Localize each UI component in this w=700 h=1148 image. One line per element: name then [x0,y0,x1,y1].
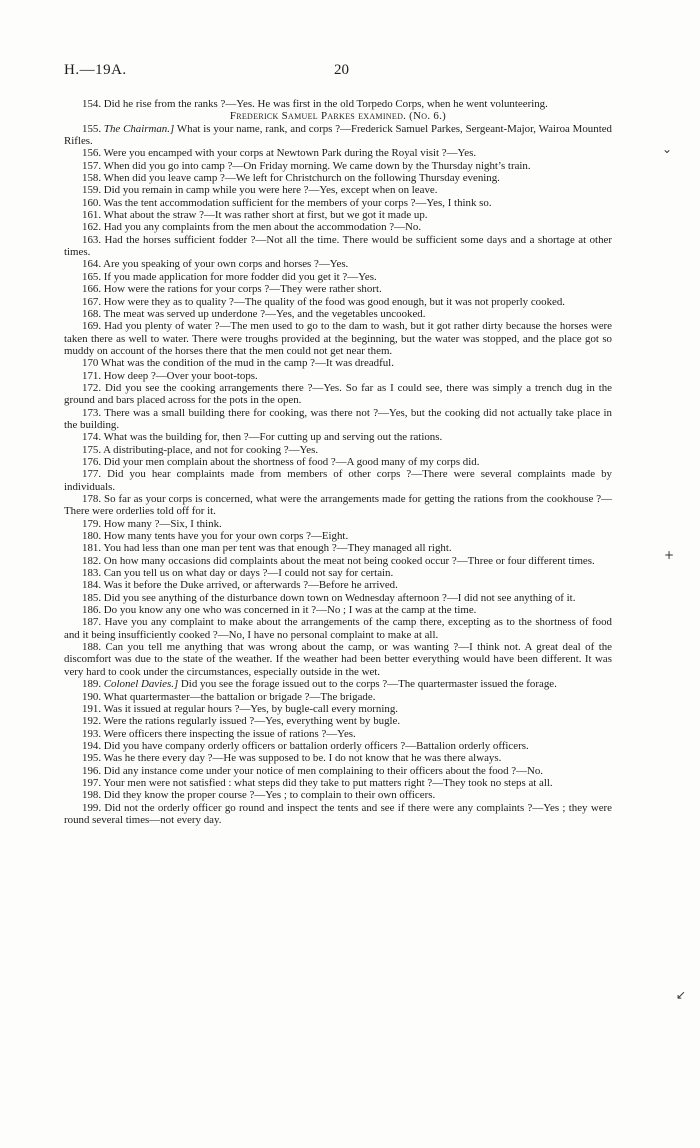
question-answer-paragraph: 185. Did you see anything of the disturbance down town on Wednesday afternoon ?—I did not see anything of it. [82,591,576,604]
question-answer-paragraph: 181. You had less than one man per tent was that enough ?—They managed all right. [82,542,452,555]
question-answer-paragraph: 168. The meat was served up underdone ?—Yes, and the vegetables uncooked. [82,307,426,320]
question-answer-paragraph: 180. How many tents have you for your own corps ?—Eight. [82,530,349,543]
question-answer-paragraph: 169. Had you plenty of water ?—The men used to go to the dam to wash, but it got rather dirty because the horses were taken there as well to water. There were troughs provided at the beginning, but the water was stopped, and the place got so muddy on account of the horses there that the men could not get near them. [64,320,612,357]
question-answer-paragraph: 159. Did you remain in camp while you were here ?—Yes, except when on leave. [82,184,438,197]
question-answer-paragraph: 192. Were the rations regularly issued ?—Yes, everything went by bugle. [82,715,401,728]
question-answer-paragraph: 154. Did he rise from the ranks ?—Yes. He was first in the old Torpedo Corps, when he went volunteering. [82,98,548,110]
question-answer-paragraph: 191. Was it issued at regular hours ?—Yes, by bugle-call every morning. [82,702,399,715]
question-answer-paragraph: 176. Did your men complain about the shortness of food ?—A good many of my corps did. [82,455,480,468]
question-answer-paragraph [64,123,612,148]
document-reference: H.—19A. [64,62,127,78]
margin-tick-mark: ⌄ [662,142,673,156]
question-answer-paragraph: 183. Can you tell us on what day or days ?—I could not say for certain. [82,567,394,580]
question-answer-paragraph: 188. Can you tell me anything that was wrong about the camp, or was wanting ?—I think not. A great deal of the discomfort was due to the state of the weather. If the weather had been better everything would have been different. It was very hard to cook under the circumstances, especially outside in the wet. [64,641,612,678]
question-answer-paragraph: 175. A distributing-place, and not for cooking ?—Yes. [82,443,319,456]
question-answer-paragraph: 199. Did not the orderly officer go round and inspect the tents and see if there were any complaints ?—Yes ; they were round several times—not every day. [64,801,612,826]
page-header [64,62,612,84]
question-answer-paragraph: 172. Did you see the cooking arrangements there ?—Yes. So far as I could see, there was simply a trench dug in the ground and bars placed across for the pots in the open. [64,381,612,407]
question-answer-paragraph: 196. Did any instance come under your notice of men complaining to their officers about the food ?—No. [82,764,544,777]
question-answer-paragraph: 167. How were they as to quality ?—The quality of the food was good enough, but it was not properly cooked. [82,295,566,308]
question-answer-paragraph: 190. What quartermaster—the battalion or brigade ?—The brigade. [82,690,376,703]
question-answer-paragraph: 166. How were the rations for your corps ?—They were rather short. [82,283,382,296]
question-answer-paragraph: 156. Were you encamped with your corps at Newtown Park during the Royal visit ?—Yes. [82,147,477,160]
question-answer-paragraph: 194. Did you have company orderly officers or battalion orderly officers ?—Battalion orderly officers. [82,739,529,752]
question-answer-paragraph: 184. Was it before the Duke arrived, or afterwards ?—Before he arrived. [82,579,398,592]
question-answer-paragraph: 160. Was the tent accommodation sufficient for the members of your corps ?—Yes, I think so. [82,196,492,209]
question-answer-paragraph: 161. What about the straw ?—It was rather short at first, but we got it made up. [82,209,428,222]
question-answer-paragraph: 174. What was the building for, then ?—For cutting up and serving out the rations. [82,431,443,444]
document-body [64,98,612,826]
question-answer-paragraph [64,678,612,690]
question-answer-paragraph: 187. Have you any complaint to make about the arrangements of the camp there, excepting as to the shortness of food and it being insufficiently cooked ?—No, I have no personal complaint to make at all. [64,616,612,641]
speaker-label: Colonel Davies.] [103,678,179,691]
question-answer-paragraph: 170 What was the condition of the mud in the camp ?—It was dreadful. [82,357,394,370]
question-answer-paragraph: 182. On how many occasions did complaints about the meat not being cooked occur ?—Three or four different times. [82,554,595,567]
question-answer-paragraph: 179. How many ?—Six, I think. [82,517,222,530]
question-answer-paragraph: 158. When did you leave camp ?—We left for Christchurch on the following Thursday evening. [82,172,500,185]
page-number: 20 [334,62,349,78]
speaker-label: The Chairman.] [103,122,175,135]
margin-tick-mark: ↙ [676,988,687,1002]
question-answer-paragraph: 163. Had the horses sufficient fodder ?—Not all the time. There would be sufficient some days and a shortage at other times. [64,233,612,259]
question-answer-paragraph: 193. Were officers there inspecting the issue of rations ?—Yes. [82,727,356,740]
question-number: 189. [82,678,104,691]
question-answer-paragraph: 197. Your men were not satisfied : what steps did they take to put matters right ?—They took no steps at all. [82,776,553,789]
question-answer-paragraph: 178. So far as your corps is concerned, what were the arrangements made for getting the rations from the cookhouse ?—There were orderlies told off for it. [64,493,612,518]
paragraph-text: What is your name, rank, and corps ?—Frederick Samuel Parkes, Sergeant-Major, Wairoa Mounted Rifles. [64,122,613,148]
paragraph-text: Did you see the forage issued out to the corps ?—The quartermaster issued the forage. [178,678,557,691]
question-answer-paragraph: 198. Did they know the proper course ?—Yes ; to complain to their own officers. [82,789,436,802]
question-answer-paragraph: 177. Did you hear complaints made from members of other corps ?—There were several complaints made by individuals. [64,468,612,493]
question-number: 155. [82,122,104,135]
witness-heading: Frederick Samuel Parkes examined. (No. 6.) [229,110,447,123]
question-answer-paragraph: 171. How deep ?—Over your boot-tops. [82,369,258,382]
margin-tick-mark: + [664,548,675,562]
question-answer-paragraph: 195. Was he there every day ?—He was supposed to be. I do not know that he was there always. [82,752,502,765]
question-answer-paragraph: 173. There was a small building there for cooking, was there not ?—Yes, but the cooking did not actually take place in the building. [64,406,612,431]
document-page [64,62,612,826]
question-answer-paragraph: 162. Had you any complaints from the men about the accommodation ?—No. [82,221,422,234]
question-answer-paragraph: 186. Do you know any one who was concerned in it ?—No ; I was at the camp at the time. [82,604,477,617]
question-answer-paragraph: 165. If you made application for more fodder did you get it ?—Yes. [82,270,377,283]
question-answer-paragraph: 157. When did you go into camp ?—On Friday morning. We came down by the Thursday night’s train. [82,159,531,172]
question-answer-paragraph: 164. Are you speaking of your own corps and horses ?—Yes. [82,258,349,271]
